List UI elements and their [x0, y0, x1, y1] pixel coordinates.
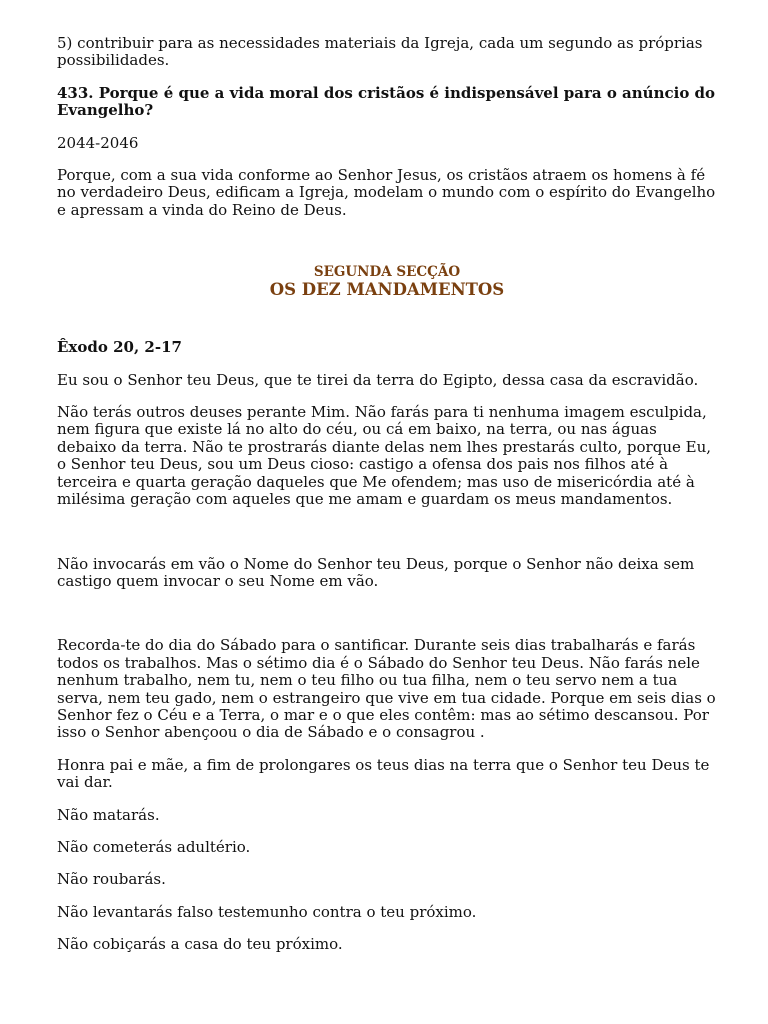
section-title: OS DEZ MANDAMENTOS	[269, 280, 505, 300]
question-433-reference: 2044-2046	[57, 133, 139, 152]
commandment-paragraph: Não cobiçarás a casa do teu próximo.	[57, 935, 343, 954]
commandment-paragraph: Recorda-te do dia do Sábado para o santificar. Durante seis dias trabalharás e farás todos os trabalhos. Mas o sétimo dia é o Sábado do Senhor teu Deus. Não farás nele nenhum trabalho, nem tu, nem o teu filho ou tua filha, nem o teu servo nem a tua serva, nem teu gado, nem o estrangeiro que vive em tua cidade. Porque em seis dias o Senhor fez o Céu e a Terra, o mar e o que eles contêm: mas ao sétimo descansou. Por isso o Senhor abençoou o dia de Sábado e o consagrou .	[57, 636, 716, 742]
commandment-paragraph: Não levantarás falso testemunho contra o teu próximo.	[57, 902, 477, 921]
intro-item-5: 5) contribuir para as necessidades materiais da Igreja, cada um segundo as próprias possibilidades.	[57, 34, 703, 70]
question-433: 433. Porque é que a vida moral dos cristãos é indispensável para o anúncio do Evangelho?	[57, 83, 716, 120]
section-heading	[57, 264, 717, 299]
document-page	[57, 35, 717, 954]
commandment-paragraph: Não roubarás.	[57, 870, 166, 889]
commandment-paragraph: Não cometerás adultério.	[57, 837, 251, 856]
commandment-paragraph: Honra pai e mãe, a fim de prolongares os teus dias na terra que o Senhor teu Deus te vai dar.	[57, 755, 710, 792]
section-subtitle: SEGUNDA SECÇÃO	[313, 264, 461, 281]
exodus-reference: Êxodo 20, 2-17	[57, 338, 182, 357]
commandment-paragraph: Não matarás.	[57, 805, 160, 824]
commandment-paragraph: Não invocarás em vão o Nome do Senhor teu Deus, porque o Senhor não deixa sem castigo quem invocar o seu Nome em vão.	[57, 554, 695, 590]
commandment-paragraph: Não terás outros deuses perante Mim. Não farás para ti nenhuma imagem esculpida, nem figura que existe lá no alto do céu, ou cá em baixo, na terra, ou nas águas debaixo da terra. Não te prostrarás diante delas nem lhes prestarás culto, porque Eu, o Senhor teu Deus, sou um Deus cioso: castigo a ofensa dos pais nos filhos até à terceira e quarta geração daqueles que Me ofendem; mas uso de misericórdia até à milésima geração com aqueles que me amam e guardam os meus mandamentos.	[57, 403, 712, 509]
commandment-paragraph: Eu sou o Senhor teu Deus, que te tirei da terra do Egipto, dessa casa da escravidão.	[57, 370, 699, 389]
question-433-answer: Porque, com a sua vida conforme ao Senhor Jesus, os cristãos atraem os homens à fé no verdadeiro Deus, edificam a Igreja, modelam o mundo com o espírito do Evangelho e apressam a vinda do Reino de Deus.	[57, 166, 716, 219]
